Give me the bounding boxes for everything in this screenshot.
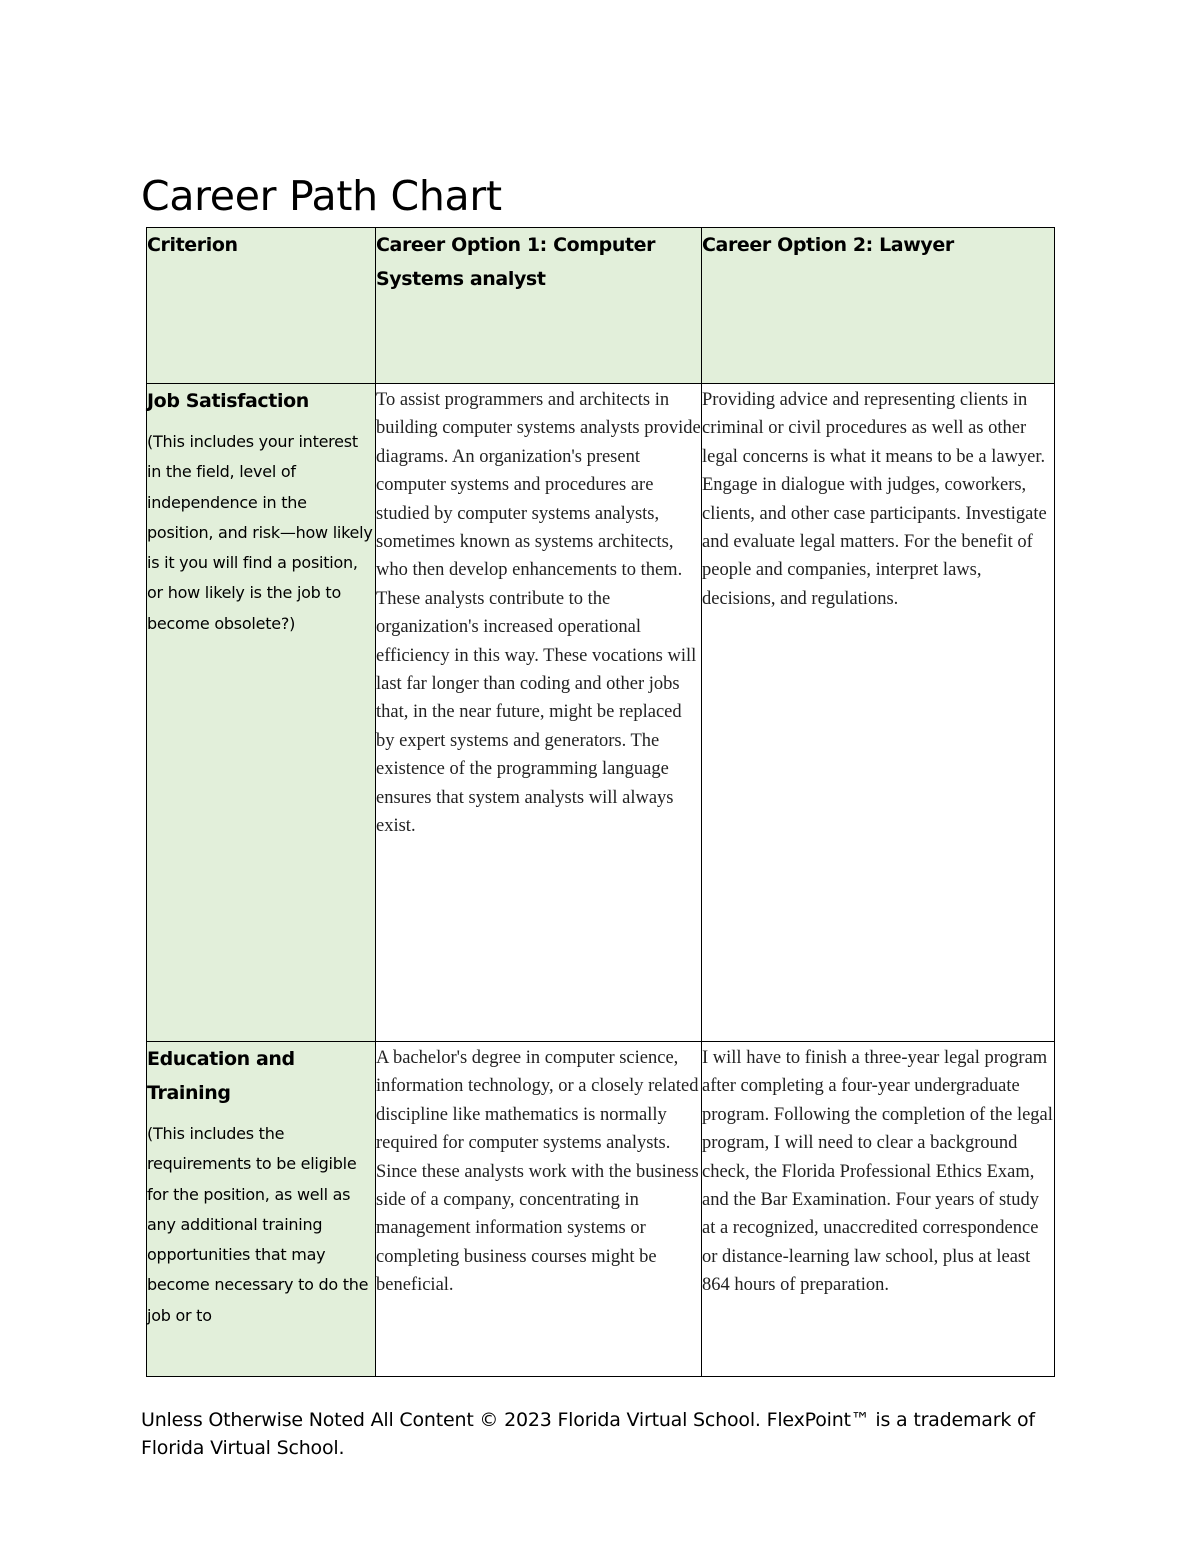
header-criterion: Criterion — [147, 228, 376, 384]
option2-cell: I will have to finish a three-year legal program after completing a four-year undergraduate program. Following the completion of the legal program, I will need to clear a background check, the Florida Professional Ethics Exam, and the Bar Examination. Four years of study at a recognized, unaccredited correspondence or distance-learning law school, plus at least 864 hours of preparation. — [702, 1042, 1055, 1377]
criterion-title: Job Satisfaction — [147, 390, 309, 412]
option1-cell: To assist programmers and architects in building computer systems analysts provide diagrams. An organization's present computer systems and procedures are studied by computer systems analysts, sometimes known as systems architects, who then develop enhancements to them. These analysts contribute to the organization's increased operational efficiency in this way. These vocations will last far longer than coding and other jobs that, in the near future, might be replaced by expert systems and generators. The existence of the programming language ensures that system analysts will always exist. — [376, 384, 702, 1042]
criterion-cell — [147, 1042, 376, 1377]
criterion-cell — [147, 384, 376, 1042]
criterion-description: (This includes the requirements to be eligible for the position, as well as any additional training opportunities that may become necessary to do the job or to — [147, 1124, 369, 1325]
header-career-option-1: Career Option 1: Computer Systems analyst — [376, 228, 702, 384]
criterion-title: Education and Training — [147, 1048, 295, 1104]
table-row-education-training — [147, 1042, 1055, 1377]
table-header-row — [147, 228, 1055, 384]
page-title: Career Path Chart — [141, 172, 502, 220]
criterion-description: (This includes your interest in the field, level of independence in the position, and risk—how likely is it you will find a position, or how likely is the job to become obsolete?) — [147, 432, 373, 633]
option1-cell: A bachelor's degree in computer science, information technology, or a closely related discipline like mathematics is normally required for computer systems analysts. Since these analysts work with the business side of a company, concentrating in management information systems or completing business courses might be beneficial. — [376, 1042, 702, 1377]
table-row-job-satisfaction — [147, 384, 1055, 1042]
header-career-option-2: Career Option 2: Lawyer — [702, 228, 1055, 384]
option2-cell: Providing advice and representing clients in criminal or civil procedures as well as other legal concerns is what it means to be a lawyer. Engage in dialogue with judges, coworkers, clients, and other case participants. Investigate and evaluate legal matters. For the benefit of people and companies, interpret laws, decisions, and regulations. — [702, 384, 1055, 1042]
career-path-table — [146, 227, 1055, 1377]
copyright-footer: Unless Otherwise Noted All Content © 2023 Florida Virtual School. FlexPoint™ is a trademark of Florida Virtual School. — [141, 1409, 1035, 1459]
